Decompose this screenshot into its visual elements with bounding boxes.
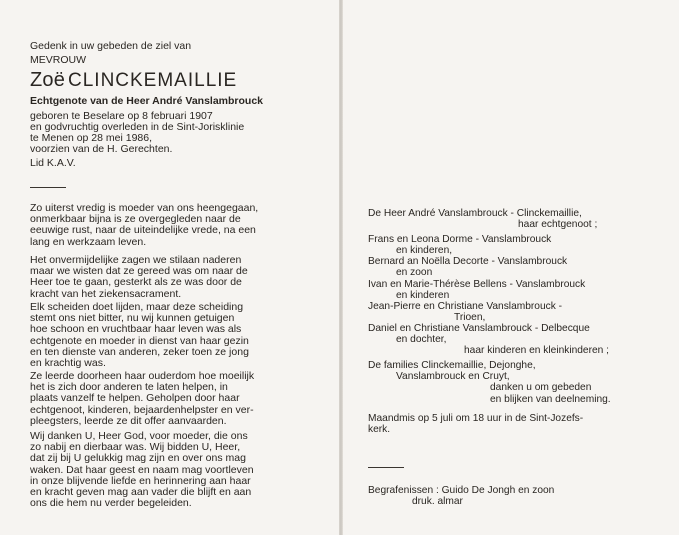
family-line: en dochter,: [396, 334, 447, 346]
bio-line: en godvruchtig overleden in de Sint-Jorisklinie: [30, 121, 245, 133]
paragraph: [30, 203, 330, 248]
family-line: danken u om gebeden: [490, 382, 592, 394]
family-line: en blijken van deelneming.: [490, 393, 611, 405]
paragraph-line: maar we wisten dat ze gereed was om naar de: [30, 265, 248, 278]
bio-line: voorzien van de H. Gerechten.: [30, 143, 173, 155]
mass-line: Maandmis op 5 juli om 18 uur in de Sint-Jozefs-: [368, 412, 584, 424]
funeral-info: [368, 485, 660, 507]
printer-line: druk. almar: [412, 496, 463, 508]
paragraph-line: hoe schoon en vruchtbaar haar leven was als: [30, 323, 242, 336]
family-line: haar echtgenoot ;: [518, 219, 598, 231]
paragraph-line: Heer toe te gaan, gesterkt als ze was door de: [30, 276, 242, 289]
last-name: CLINCKEMAILLIE: [68, 70, 238, 91]
bio-line: geboren te Beselare op 8 februari 1907: [30, 110, 213, 122]
family-line: Trioen,: [454, 311, 486, 323]
paragraph-line: het is zich door anderen te laten helpen, in: [30, 381, 228, 394]
paragraph-line: zo nabij en dierbaar was. Wij bidden U, Heer,: [30, 441, 241, 454]
family-line: en zoon: [396, 267, 433, 279]
divider: [30, 187, 66, 188]
paragraph: [30, 431, 330, 509]
paragraph: [30, 371, 330, 427]
paragraph-line: dat zij bij U gelukkig mag zijn en over ons mag: [30, 452, 246, 465]
paragraph-line: pleegsters, leerde ze dit offer aanvaarden.: [30, 414, 227, 427]
intro-text: Gedenk in uw gebeden de ziel van: [30, 40, 192, 52]
right-panel: [362, 0, 662, 535]
paragraph-line: stemt ons niet bitter, nu wij kunnen getuigen: [30, 312, 235, 325]
paragraph-line: echtgenote en moeder in dienst van haar gezin: [30, 334, 249, 347]
center-fold: [339, 0, 343, 535]
paragraph-line: ons die hem nu verder begeleiden.: [30, 497, 192, 510]
family-list: [368, 208, 660, 435]
paragraph-line: Zo uiterst vredig is moeder van ons heengegaan,: [30, 202, 259, 214]
title-text: MEVROUW: [30, 54, 86, 66]
family-line: en kinderen,: [396, 245, 453, 257]
deceased-name: [30, 69, 237, 91]
paragraph-line: Elk scheiden doet lijden, maar deze scheiding: [30, 301, 244, 313]
family-line: Ivan en Marie-Thérèse Bellens - Vanslambrouck: [368, 278, 586, 290]
mass-line: kerk.: [368, 423, 391, 435]
family-line: Vanslambrouck en Cruyt,: [396, 371, 510, 383]
paragraph-line: plaats vanzelf te helpen. Geholpen door haar: [30, 392, 240, 405]
paragraph-line: Ze leerde doorheen haar ouderdom hoe moeilijk: [30, 370, 255, 382]
paragraph-line: en ten dienste van anderen, zeker toen ze jong: [30, 345, 249, 358]
family-line: haar kinderen en kleinkinderen ;: [464, 345, 609, 357]
paragraph-line: Het onvermijdelijke zagen we stilaan naderen: [30, 254, 242, 266]
left-panel: [24, 0, 330, 535]
paragraph-line: onmerkbaar bijna is ze overgegleden naar de: [30, 213, 241, 226]
paragraph-line: lang en werkzaam leven.: [30, 235, 147, 248]
paragraph-line: in onze blijvende liefde en herinnering aan haar: [30, 474, 251, 487]
paragraph-line: en krachtig was.: [30, 357, 106, 370]
family-line: Frans en Leona Dorme - Vanslambrouck: [368, 234, 552, 246]
family-line: De families Clinckemaillie, Dejonghe,: [368, 360, 536, 372]
family-line: De Heer André Vanslambrouck - Clinckemaillie,: [368, 208, 582, 219]
bio-line: Lid K.A.V.: [30, 157, 76, 169]
spouse-line: Echtgenote van de Heer André Vanslambrouck: [30, 95, 264, 107]
family-line: Bernard an Noëlla Decorte - Vanslambrouck: [368, 256, 568, 268]
family-line: Daniel en Christiane Vanslambrouck - Delbecque: [368, 322, 590, 334]
paragraph-line: echtgenoot, kinderen, bejaardenhelpster en ver-: [30, 403, 254, 416]
divider: [368, 467, 404, 468]
paragraph: [30, 255, 330, 300]
paragraph-line: Wij danken U, Heer God, voor moeder, die ons: [30, 430, 248, 442]
bio-line: te Menen op 28 mei 1986,: [30, 132, 153, 144]
paragraph-line: eeuwige rust, naar de uiteindelijke vrede, na een: [30, 224, 256, 237]
funeral-line: Begrafenissen : Guido De Jongh en zoon: [368, 485, 555, 496]
family-line: Jean-Pierre en Christiane Vanslambrouck -: [368, 300, 563, 312]
first-name: Zoë: [30, 69, 66, 91]
paragraph-line: waken. Dat haar geest en naam mag voortleven: [30, 463, 254, 476]
family-line: en kinderen: [396, 289, 450, 301]
paragraph: [30, 302, 330, 369]
paragraph-line: kracht van het ziekensacrament.: [30, 287, 182, 300]
paragraph-line: en kracht geven mag aan vader die blijft en aan: [30, 486, 252, 499]
